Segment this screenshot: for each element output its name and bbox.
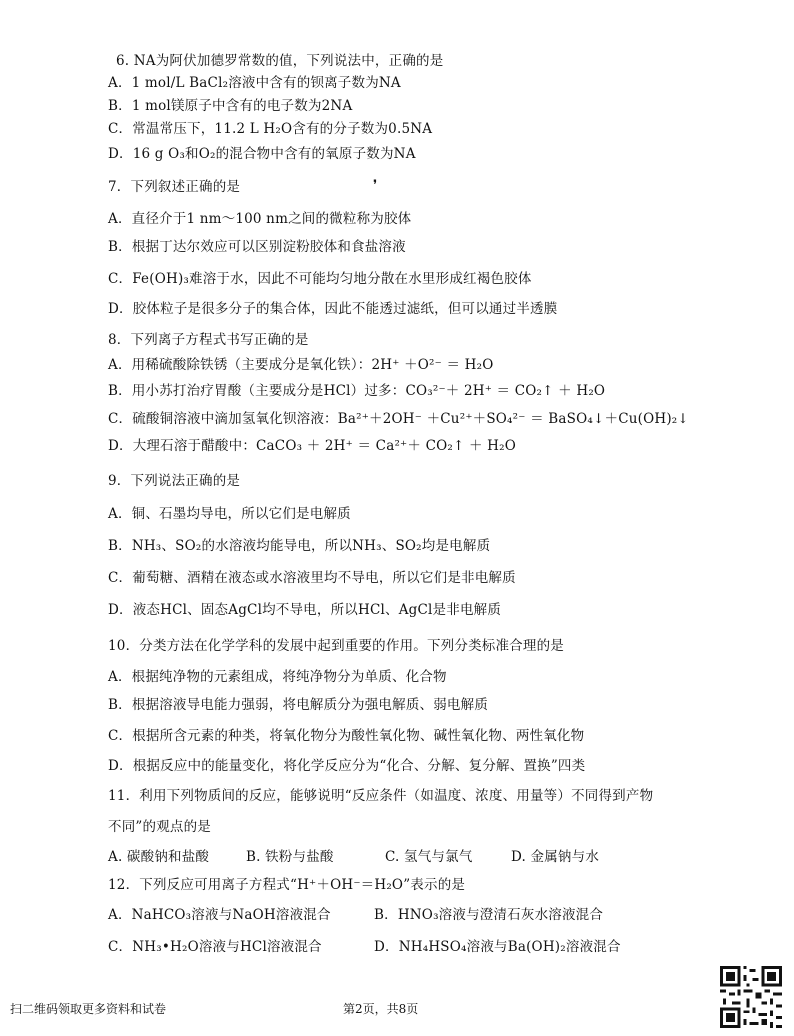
question-8-option-b: B．用小苏打治疗胃酸（主要成分是HCl）过多：CO₃²⁻＋ 2H⁺ ＝ CO₂↑ ＋ H₂O	[108, 383, 606, 399]
question-12-stem: 12．下列反应可用离子方程式“H⁺＋OH⁻＝H₂O”表示的是	[108, 877, 466, 893]
question-9-option-d: D．液态HCl、固态AgCl均不导电，所以HCl、AgCl是非电解质	[108, 602, 502, 618]
question-6-option-c: C．常温常压下，11.2 L H₂O含有的分子数为0.5NA	[108, 121, 433, 137]
ink-mark: ❜	[373, 178, 378, 193]
question-8-option-a: A．用稀硫酸除铁锈（主要成分是氧化铁）：2H⁺ ＋O²⁻ ＝ H₂O	[108, 357, 494, 373]
question-7-option-d: D．胶体粒子是很多分子的集合体，因此不能透过滤纸，但可以通过半透膜	[108, 301, 558, 317]
question-8-option-c: C．硫酸铜溶液中滴加氢氧化钡溶液：Ba²⁺＋2OH⁻ ＋Cu²⁺＋SO₄²⁻ ＝ BaSO₄↓＋Cu(OH)₂↓	[108, 411, 689, 427]
page-number: 第2页，共8页	[343, 1002, 419, 1016]
question-6-option-a: A．1 mol/L BaCl₂溶液中含有的钡离子数为NA	[108, 75, 401, 91]
question-7-stem: 7．下列叙述正确的是	[108, 179, 241, 195]
question-7-option-c: C．Fe(OH)₃难溶于水，因此不可能均匀地分散在水里形成红褐色胶体	[108, 271, 532, 287]
question-9-option-c: C．葡萄糖、酒精在液态或水溶液里均不导电，所以它们是非电解质	[108, 570, 516, 586]
question-10-option-d: D．根据反应中的能量变化，将化学反应分为“化合、分解、复分解、置换”四类	[108, 758, 586, 774]
question-10-option-b: B．根据溶液导电能力强弱，将电解质分为强电解质、弱电解质	[108, 697, 489, 713]
question-6-stem: 6. NA为阿伏加德罗常数的值，下列说法中，正确的是	[116, 53, 444, 69]
question-9-option-a: A．铜、石墨均导电，所以它们是电解质	[108, 506, 351, 522]
question-12-option-c: C．NH₃•H₂O溶液与HCl溶液混合	[108, 939, 322, 955]
question-6-option-b: B．1 mol镁原子中含有的电子数为2NA	[108, 98, 353, 114]
question-6-option-d: D．16 g O₃和O₂的混合物中含有的氧原子数为NA	[108, 146, 416, 162]
question-11-stem-continued: 不同”的观点的是	[108, 819, 212, 835]
question-9-option-b: B．NH₃、SO₂的水溶液均能导电，所以NH₃、SO₂均是电解质	[108, 538, 491, 554]
question-10-stem: 10．分类方法在化学学科的发展中起到重要的作用。下列分类标准合理的是	[108, 638, 564, 654]
question-9-stem: 9．下列说法正确的是	[108, 473, 241, 489]
question-7-option-a: A．直径介于1 nm～100 nm之间的微粒称为胶体	[108, 211, 412, 227]
qr-code-icon	[720, 966, 782, 1028]
question-8-option-d: D．大理石溶于醋酸中：CaCO₃ ＋ 2H⁺ ＝ Ca²⁺＋ CO₂↑ ＋ H₂O	[108, 438, 517, 454]
question-11-option-d: D. 金属钠与水	[511, 849, 600, 865]
question-11-option-b: B. 铁粉与盐酸	[246, 849, 334, 865]
question-12-option-d: D．NH₄HSO₄溶液与Ba(OH)₂溶液混合	[374, 939, 621, 955]
question-12-option-a: A．NaHCO₃溶液与NaOH溶液混合	[108, 907, 331, 923]
question-11-option-c: C. 氢气与氯气	[385, 849, 473, 865]
question-10-option-c: C．根据所含元素的种类，将氧化物分为酸性氧化物、碱性氧化物、两性氧化物	[108, 728, 585, 744]
question-7-option-b: B．根据丁达尔效应可以区别淀粉胶体和食盐溶液	[108, 239, 406, 255]
question-8-stem: 8．下列离子方程式书写正确的是	[108, 332, 309, 348]
question-11-stem: 11．利用下列物质间的反应，能够说明“反应条件（如温度、浓度、用量等）不同得到产物	[108, 788, 654, 804]
footer-promo-text: 扫二维码领取更多资料和试卷	[10, 1002, 167, 1016]
question-12-option-b: B．HNO₃溶液与澄清石灰水溶液混合	[374, 907, 604, 923]
question-10-option-a: A．根据纯净物的元素组成，将纯净物分为单质、化合物	[108, 669, 447, 685]
question-11-option-a: A. 碳酸钠和盐酸	[108, 849, 210, 865]
